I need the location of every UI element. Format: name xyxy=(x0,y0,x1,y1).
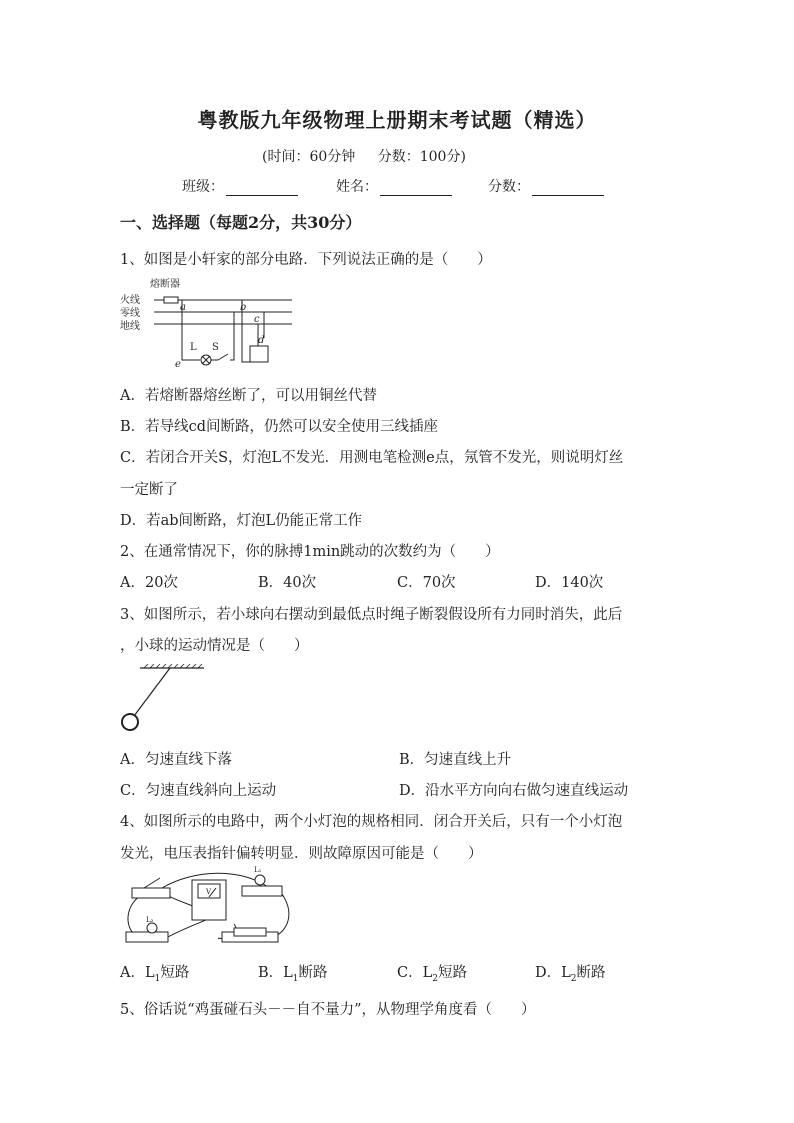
question-2-stem: 2、在通常情况下，你的脉搏1min跳动的次数约为（ ） xyxy=(120,544,500,560)
exam-meta xyxy=(262,146,484,166)
q1-option-a[interactable]: A．若熔断器熔丝断了，可以用铜丝代替 xyxy=(120,388,377,404)
score-blank[interactable] xyxy=(532,181,604,196)
name-label: 姓名： xyxy=(336,179,378,195)
q3-option-d[interactable]: D．沿水平方向向右做匀速直线运动 xyxy=(399,783,629,799)
q4-option-b[interactable]: B．$L_1$断路 xyxy=(258,965,328,984)
q3-option-c[interactable]: C．匀速直线斜向上运动 xyxy=(120,783,277,799)
question-3-stem: 3、如图所示，若小球向右摆动到最低点时绳子断裂假设所有力同时消失，此后 xyxy=(120,607,623,623)
household-circuit-figure xyxy=(120,276,300,372)
lamp-l1-label: L₁ xyxy=(254,866,262,874)
question-3-stem-continued: ，小球的运动情况是（ ） xyxy=(120,638,309,654)
q1-option-c-continued: 一定断了 xyxy=(120,482,178,498)
question-5-stem: 5、俗话说“鸡蛋碰石头－－自不量力”，从物理学角度看（ ） xyxy=(120,1002,536,1018)
point-c: c xyxy=(254,314,260,325)
name-blank[interactable] xyxy=(380,181,452,196)
point-d: d xyxy=(258,335,265,346)
score-field xyxy=(488,176,604,196)
neutral-wire-label: 零线 xyxy=(120,308,140,319)
exam-score: 分数：100分) xyxy=(377,149,466,165)
class-field xyxy=(182,176,298,196)
point-a: a xyxy=(180,302,186,313)
q1-option-d[interactable]: D．若ab间断路，灯泡L仍能正常工作 xyxy=(120,513,363,529)
page-title: 粤教版九年级物理上册期末考试题（精选） xyxy=(197,108,597,132)
question-1-stem: 1、如图是小轩家的部分电路．下列说法正确的是（ ） xyxy=(120,252,492,268)
switch-label: S xyxy=(212,342,219,353)
class-label: 班级： xyxy=(182,179,224,195)
q4-option-c[interactable]: C．$L_2$短路 xyxy=(397,965,467,984)
q2-option-c[interactable]: C．70次 xyxy=(397,575,456,591)
point-b: b xyxy=(240,302,247,313)
exam-time: (时间：60分钟 xyxy=(262,149,356,165)
q2-option-d[interactable]: D．140次 xyxy=(535,575,604,591)
q4-option-a[interactable]: A．$L_1$短路 xyxy=(120,965,190,984)
section-heading: 一、选择题（每题2分，共30分） xyxy=(120,213,362,232)
pendulum-figure xyxy=(118,664,210,736)
q1-option-b[interactable]: B．若导线cd间断路，仍然可以安全使用三线插座 xyxy=(120,419,439,435)
q2-option-b[interactable]: B．40次 xyxy=(258,575,317,591)
q1-option-c[interactable]: C．若闭合开关S，灯泡L不发光．用测电笔检测e点，氖管不发光，则说明灯丝 xyxy=(120,450,624,466)
q3-option-a[interactable]: A．匀速直线下落 xyxy=(120,752,232,768)
question-4-stem: 4、如图所示的电路中，两个小灯泡的规格相同．闭合开关后，只有一个小灯泡 xyxy=(120,814,623,830)
name-field xyxy=(336,176,452,196)
live-wire-label: 火线 xyxy=(120,295,140,306)
score-label: 分数： xyxy=(488,179,530,195)
voltmeter-label: V xyxy=(206,888,212,896)
q2-option-a[interactable]: A．20次 xyxy=(120,575,178,591)
lamp-l2-label: L₂ xyxy=(146,916,154,924)
fuse-label: 熔断器 xyxy=(150,279,180,290)
q4-option-d[interactable]: D．$L_2$断路 xyxy=(535,965,606,984)
class-blank[interactable] xyxy=(226,181,298,196)
lamp-label: L xyxy=(190,342,197,353)
voltmeter-circuit-figure xyxy=(122,864,294,950)
point-e: e xyxy=(175,359,181,370)
ground-wire-label: 地线 xyxy=(120,321,140,332)
q3-option-b[interactable]: B．匀速直线上升 xyxy=(399,752,512,768)
question-4-stem-continued: 发光，电压表指针偏转明显．则故障原因可能是（ ） xyxy=(120,846,483,862)
